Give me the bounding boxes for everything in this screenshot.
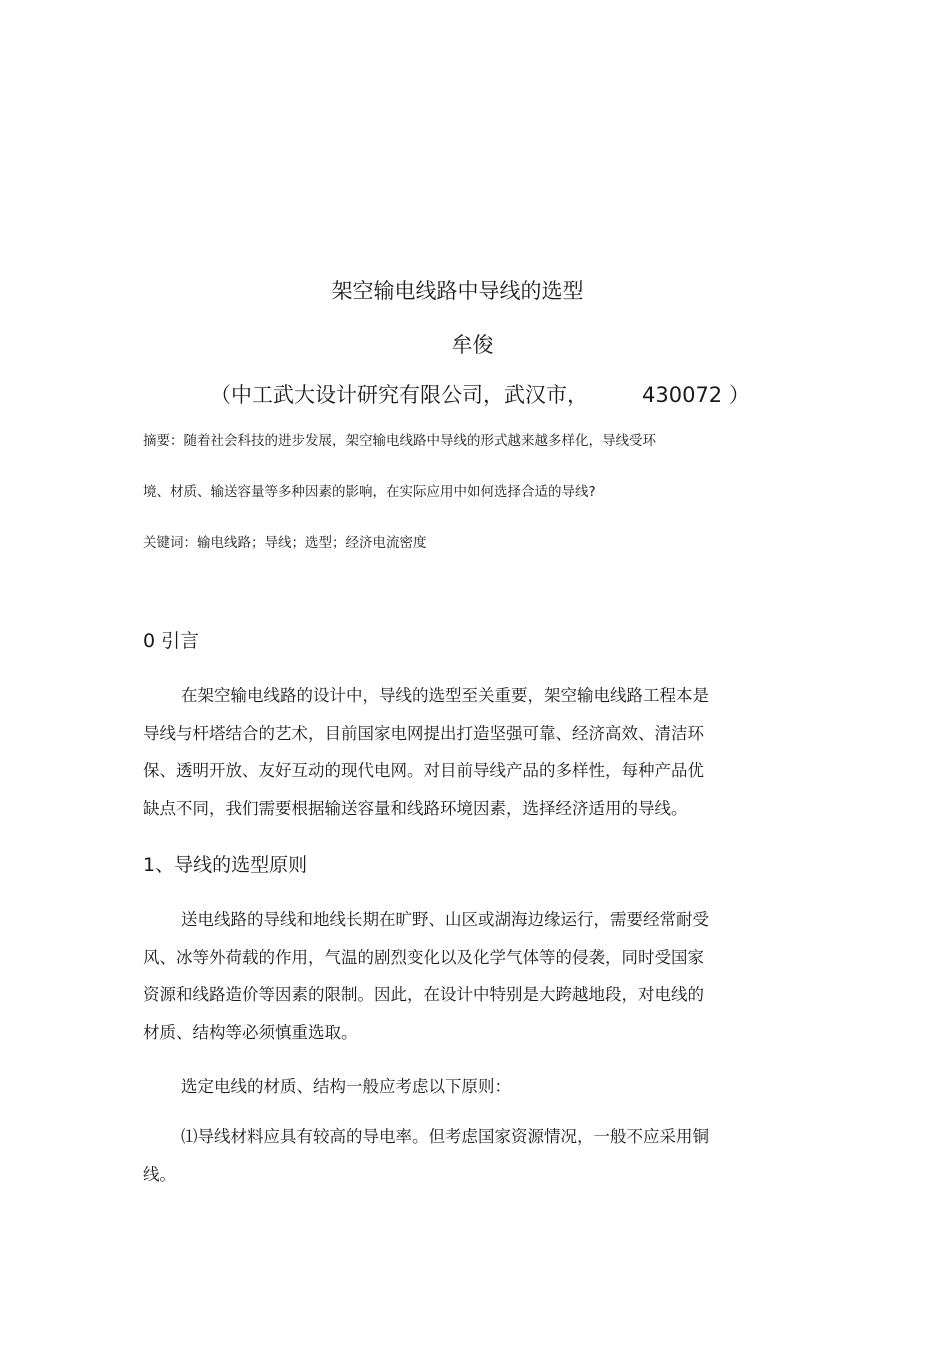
section-1-paragraph-3 [143, 1118, 755, 1193]
author-name: 牟俊 [451, 333, 494, 357]
paragraph-line: 导线与杆塔结合的艺术，目前国家电网提出打造坚强可靠、经济高效、清洁环 [143, 723, 704, 743]
paragraph-line: 选定电线的材质、结构一般应考虑以下原则： [181, 1077, 511, 1096]
author-affiliation [210, 380, 750, 410]
paragraph-line: 材质、结构等必须慎重选取。 [143, 1022, 358, 1042]
paragraph-line: 在架空输电线路的设计中，导线的选型至关重要，架空输电线路工程本是 [181, 686, 709, 705]
paragraph-line: 送电线路的导线和地线长期在旷野、山区或湖海边缘运行，需要经常耐受 [181, 910, 709, 929]
paragraph-line: 资源和线路造价等因素的限制。因此，在设计中特别是大跨越地段，对电线的 [143, 985, 704, 1004]
paragraph-line: 缺点不同，我们需要根据输送容量和线路环境因素，选择经济适用的导线。 [143, 798, 688, 818]
abstract-line-1: 摘要：随着社会科技的进步发展，架空输电线路中导线的形式越来越多样化，导线受环 [143, 433, 656, 449]
section-0-paragraph [143, 677, 755, 827]
section-1-paragraph-1 [143, 901, 755, 1051]
affiliation-postcode: 430072 ） [642, 383, 750, 407]
keywords: 关键词：输电线路；导线；选型；经济电流密度 [143, 535, 427, 551]
paragraph-line: 线。 [143, 1164, 176, 1184]
paragraph-line: 风、冰等外荷载的作用，气温的剧烈变化以及化学气体等的侵袭，同时受国家 [143, 947, 704, 967]
paper-title: 架空输电线路中导线的选型 [331, 279, 584, 303]
paragraph-line: ⑴导线材料应具有较高的导电率。但考虑国家资源情况，一般不应采用铜 [181, 1127, 709, 1146]
section-1-heading: 1、导线的选型原则 [143, 854, 308, 876]
abstract-line-2: 境、材质、输送容量等多种因素的影响，在实际应用中如何选择合适的导线? [143, 484, 596, 500]
paragraph-line: 保、透明开放、友好互动的现代电网。对目前导线产品的多样性，每种产品优 [143, 761, 704, 780]
affiliation-org: （中工武大设计研究有限公司，武汉市， [210, 383, 588, 407]
section-1-paragraph-2 [143, 1068, 755, 1106]
section-0-heading: 0 引言 [143, 630, 200, 652]
